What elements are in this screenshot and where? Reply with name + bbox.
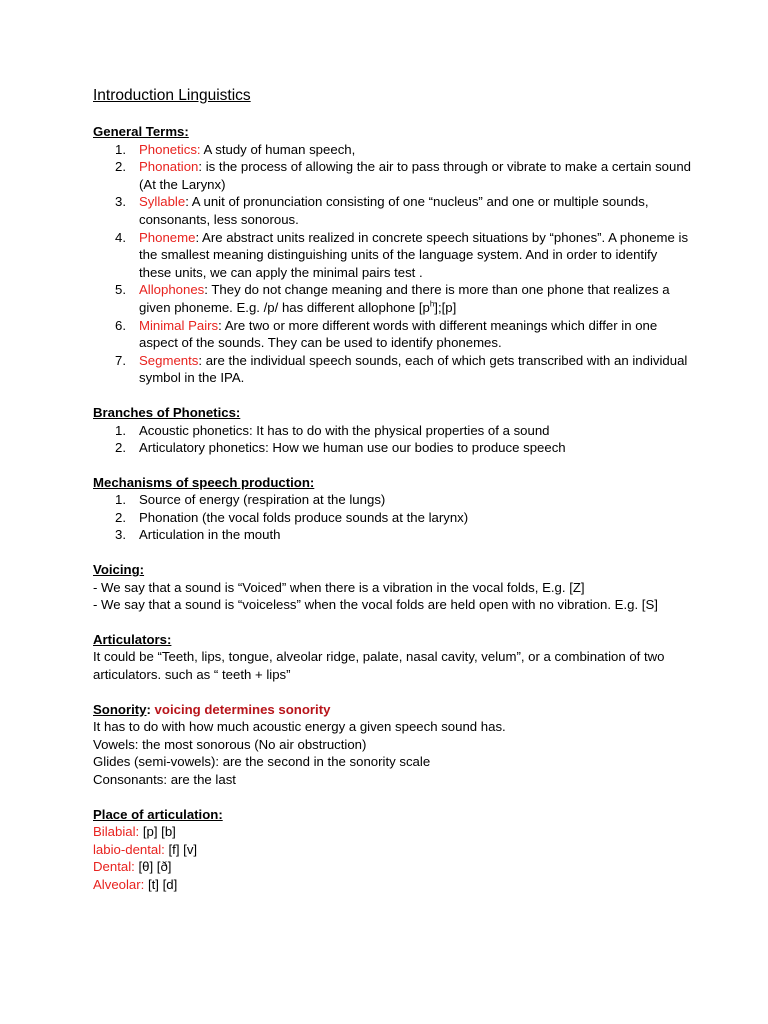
list-item xyxy=(93,352,693,387)
list-item xyxy=(93,491,693,509)
item-text: Acoustic phonetics: It has to do with the physical properties of a sound xyxy=(139,422,550,438)
item-number: 3. xyxy=(115,194,126,210)
place-item xyxy=(93,876,693,894)
term-label: Phoneme xyxy=(139,229,196,245)
term-definition: A study of human speech, xyxy=(200,141,356,157)
list-item xyxy=(93,422,693,440)
term-label: Minimal Pairs xyxy=(139,317,219,333)
item-number: 1. xyxy=(115,492,126,508)
item-number: 1. xyxy=(115,422,126,438)
place-term: labio-dental: xyxy=(93,841,165,857)
term-definition: : A unit of pronunciation consisting of one “nucleus” and one or multiple sounds, consonants, less sonorous. xyxy=(139,194,649,227)
item-text: Articulatory phonetics: How we human use our bodies to produce speech xyxy=(139,440,566,456)
term-label: Phonation xyxy=(139,159,199,175)
list-item xyxy=(93,229,693,282)
place-section xyxy=(93,806,693,894)
mechanisms-list xyxy=(93,491,693,544)
general-terms-list xyxy=(93,141,693,387)
sonority-line: It has to do with how much acoustic energy a given speech sound has. xyxy=(93,719,506,735)
articulators-section xyxy=(93,631,693,684)
item-number: 7. xyxy=(115,352,126,368)
sonority-line: Vowels: the most sonorous (No air obstruction) xyxy=(93,736,367,752)
mechanisms-section xyxy=(93,474,693,544)
branches-heading: Branches of Phonetics: xyxy=(93,404,241,420)
document-title: Introduction Linguistics xyxy=(93,87,251,104)
place-item xyxy=(93,823,693,841)
item-number: 5. xyxy=(115,282,126,298)
voicing-voiceless-line: - We say that a sound is “voiceless” when the vocal folds are held open with no vibration. E.g. [S] xyxy=(93,597,658,613)
place-term: Dental: xyxy=(93,859,135,875)
list-item xyxy=(93,317,693,352)
list-item xyxy=(93,193,693,228)
document-page xyxy=(93,86,693,894)
sonority-line: Consonants: are the last xyxy=(93,772,236,787)
list-item xyxy=(93,158,693,193)
item-text: Articulation in the mouth xyxy=(139,527,281,543)
term-definition: : is the process of allowing the air to pass through or vibrate to make a certain sound (At the Larynx) xyxy=(139,159,692,192)
superscript: h xyxy=(429,299,435,309)
term-definition-tail: ];[p] xyxy=(434,299,457,315)
term-label: Syllable xyxy=(139,194,186,210)
list-item xyxy=(93,526,693,544)
list-item xyxy=(93,509,693,527)
sonority-section xyxy=(93,701,693,789)
item-number: 2. xyxy=(115,440,126,456)
voicing-heading: Voicing: xyxy=(93,562,145,578)
place-symbols: [t] [d] xyxy=(144,876,178,892)
place-symbols: [p] [b] xyxy=(139,824,176,840)
term-label: Phonetics: xyxy=(139,141,201,157)
articulators-heading: Articulators: xyxy=(93,631,172,647)
item-number: 3. xyxy=(115,527,126,543)
term-label: Allophones xyxy=(139,282,205,298)
term-label: Segments xyxy=(139,352,199,368)
general-terms-section xyxy=(93,123,693,387)
branches-list xyxy=(93,422,693,457)
place-item xyxy=(93,841,693,859)
sonority-heading: Sonority xyxy=(93,701,147,717)
term-definition: : They do not change meaning and there is more than one phone that realizes a given phoneme. E.g. /p/ has different allophone [p xyxy=(139,282,670,315)
sonority-colon: : xyxy=(146,701,151,717)
articulators-text: It could be “Teeth, lips, tongue, alveolar ridge, palate, nasal cavity, velum”, or a combination of two articulators. such as “ teeth + lips” xyxy=(93,649,665,683)
item-number: 2. xyxy=(115,159,126,175)
list-item xyxy=(93,281,693,316)
item-text: Source of energy (respiration at the lungs) xyxy=(139,492,386,508)
sonority-heading-line xyxy=(93,701,693,719)
term-definition: : Are two or more different words with different meanings which differ in one aspect of the sounds. They can be used to identify phonemes. xyxy=(139,317,658,351)
voicing-voiced-line: - We say that a sound is “Voiced” when there is a vibration in the vocal folds, E.g. [Z] xyxy=(93,579,585,595)
branches-section xyxy=(93,404,693,457)
list-item xyxy=(93,141,693,159)
item-number: 4. xyxy=(115,229,126,245)
place-heading: Place of articulation: xyxy=(93,806,223,822)
sonority-subtitle: voicing determines sonority xyxy=(150,701,331,717)
item-number: 2. xyxy=(115,509,126,525)
item-number: 1. xyxy=(115,141,126,157)
sonority-line: Glides (semi-vowels): are the second in the sonority scale xyxy=(93,754,431,770)
general-terms-heading: General Terms: xyxy=(93,124,189,139)
place-term: Alveolar: xyxy=(93,876,145,892)
place-item xyxy=(93,858,693,876)
list-item xyxy=(93,439,693,457)
term-definition: : are the individual speech sounds, each of which gets transcribed with an individual symbol in the IPA. xyxy=(139,352,688,386)
item-number: 6. xyxy=(115,317,126,333)
place-symbols: [f] [v] xyxy=(164,841,198,857)
term-definition: : Are abstract units realized in concrete speech situations by “phones”. A phoneme is the smallest meaning distinguishing units of the language system. And in order to identify these units, we can apply the minimal pairs test . xyxy=(139,229,689,280)
mechanisms-heading: Mechanisms of speech production: xyxy=(93,474,315,490)
item-text: Phonation (the vocal folds produce sounds at the larynx) xyxy=(139,509,469,525)
place-symbols: [θ] [ð] xyxy=(134,859,172,875)
place-term: Bilabial: xyxy=(93,824,140,840)
voicing-section xyxy=(93,561,693,614)
